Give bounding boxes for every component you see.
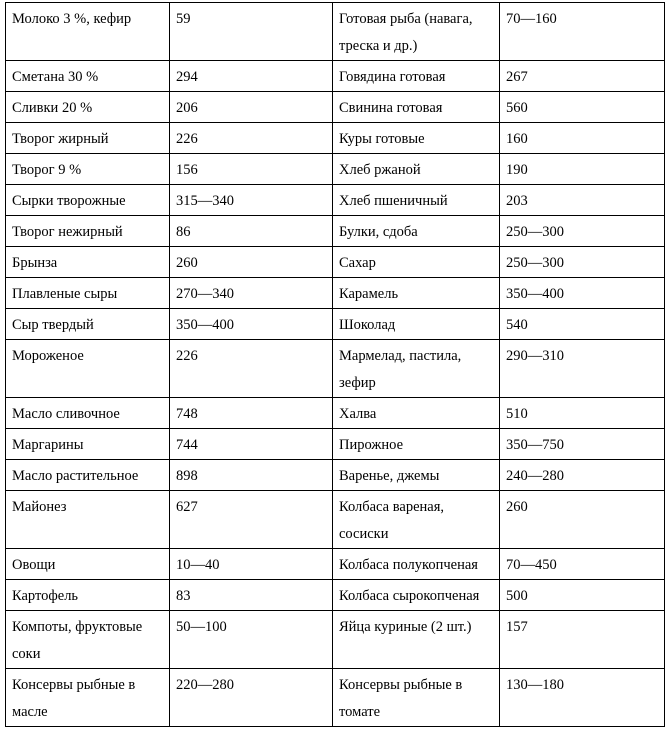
left-food-cell: Творог 9 % — [6, 154, 170, 185]
table-row — [6, 92, 665, 123]
left-food-cell: Маргарины — [6, 429, 170, 460]
left-food-cell: Творог нежирный — [6, 216, 170, 247]
right-food-cell: Говядина готовая — [333, 61, 500, 92]
right-kcal-cell: 157 — [500, 611, 665, 669]
left-food-cell: Компоты, фруктовые соки — [6, 611, 170, 669]
right-kcal-cell: 203 — [500, 185, 665, 216]
right-food-cell: Халва — [333, 398, 500, 429]
right-food-cell: Булки, сдоба — [333, 216, 500, 247]
left-kcal-cell: 156 — [170, 154, 333, 185]
table-row — [6, 340, 665, 398]
right-kcal-cell: 290—310 — [500, 340, 665, 398]
right-kcal-cell: 240—280 — [500, 460, 665, 491]
table-row — [6, 398, 665, 429]
left-kcal-cell: 350—400 — [170, 309, 333, 340]
right-kcal-cell: 260 — [500, 491, 665, 549]
left-kcal-cell: 270—340 — [170, 278, 333, 309]
left-food-cell: Плавленые сыры — [6, 278, 170, 309]
left-kcal-cell: 898 — [170, 460, 333, 491]
right-food-cell: Мармелад, пастила, зефир — [333, 340, 500, 398]
table-row — [6, 611, 665, 669]
left-kcal-cell: 744 — [170, 429, 333, 460]
table-row — [6, 549, 665, 580]
left-food-cell: Масло растительное — [6, 460, 170, 491]
table-row — [6, 185, 665, 216]
right-kcal-cell: 160 — [500, 123, 665, 154]
left-food-cell: Овощи — [6, 549, 170, 580]
left-kcal-cell: 10—40 — [170, 549, 333, 580]
calorie-table — [5, 2, 665, 727]
calorie-table-body — [6, 3, 665, 727]
left-kcal-cell: 59 — [170, 3, 333, 61]
table-row — [6, 247, 665, 278]
right-kcal-cell: 70—450 — [500, 549, 665, 580]
left-kcal-cell: 260 — [170, 247, 333, 278]
left-kcal-cell: 226 — [170, 340, 333, 398]
right-kcal-cell: 130—180 — [500, 669, 665, 727]
left-kcal-cell: 748 — [170, 398, 333, 429]
table-row — [6, 154, 665, 185]
left-food-cell: Брынза — [6, 247, 170, 278]
right-food-cell: Сахар — [333, 247, 500, 278]
table-row — [6, 309, 665, 340]
table-row — [6, 491, 665, 549]
right-food-cell: Колбаса сырокопченая — [333, 580, 500, 611]
left-kcal-cell: 315—340 — [170, 185, 333, 216]
table-row — [6, 429, 665, 460]
table-row — [6, 460, 665, 491]
right-kcal-cell: 190 — [500, 154, 665, 185]
right-food-cell: Хлеб пшеничный — [333, 185, 500, 216]
left-food-cell: Сырки творожные — [6, 185, 170, 216]
right-food-cell: Колбаса полукопченая — [333, 549, 500, 580]
table-row — [6, 216, 665, 247]
right-kcal-cell: 540 — [500, 309, 665, 340]
right-kcal-cell: 250—300 — [500, 216, 665, 247]
left-kcal-cell: 83 — [170, 580, 333, 611]
left-food-cell: Консервы рыбные в масле — [6, 669, 170, 727]
right-food-cell: Карамель — [333, 278, 500, 309]
table-row — [6, 580, 665, 611]
right-kcal-cell: 70—160 — [500, 3, 665, 61]
right-kcal-cell: 250—300 — [500, 247, 665, 278]
right-food-cell: Варенье, джемы — [333, 460, 500, 491]
right-food-cell: Яйца куриные (2 шт.) — [333, 611, 500, 669]
right-food-cell: Шоколад — [333, 309, 500, 340]
right-food-cell: Консервы рыбные в томате — [333, 669, 500, 727]
left-kcal-cell: 86 — [170, 216, 333, 247]
table-row — [6, 669, 665, 727]
left-kcal-cell: 220—280 — [170, 669, 333, 727]
left-kcal-cell: 294 — [170, 61, 333, 92]
right-kcal-cell: 350—400 — [500, 278, 665, 309]
right-food-cell: Свинина готовая — [333, 92, 500, 123]
left-food-cell: Майонез — [6, 491, 170, 549]
right-food-cell: Куры готовые — [333, 123, 500, 154]
left-food-cell: Сыр твердый — [6, 309, 170, 340]
left-food-cell: Масло сливочное — [6, 398, 170, 429]
left-food-cell: Сливки 20 % — [6, 92, 170, 123]
right-food-cell: Хлеб ржаной — [333, 154, 500, 185]
table-row — [6, 278, 665, 309]
left-food-cell: Мороженое — [6, 340, 170, 398]
right-kcal-cell: 267 — [500, 61, 665, 92]
left-food-cell: Картофель — [6, 580, 170, 611]
table-row — [6, 61, 665, 92]
right-food-cell: Пирожное — [333, 429, 500, 460]
left-food-cell: Молоко 3 %, кефир — [6, 3, 170, 61]
right-food-cell: Колбаса вареная, сосиски — [333, 491, 500, 549]
left-kcal-cell: 226 — [170, 123, 333, 154]
table-row — [6, 3, 665, 61]
left-kcal-cell: 627 — [170, 491, 333, 549]
right-kcal-cell: 500 — [500, 580, 665, 611]
right-kcal-cell: 510 — [500, 398, 665, 429]
right-kcal-cell: 560 — [500, 92, 665, 123]
right-kcal-cell: 350—750 — [500, 429, 665, 460]
left-food-cell: Творог жирный — [6, 123, 170, 154]
right-food-cell: Готовая рыба (навага, треска и др.) — [333, 3, 500, 61]
left-kcal-cell: 206 — [170, 92, 333, 123]
table-row — [6, 123, 665, 154]
left-food-cell: Сметана 30 % — [6, 61, 170, 92]
left-kcal-cell: 50—100 — [170, 611, 333, 669]
